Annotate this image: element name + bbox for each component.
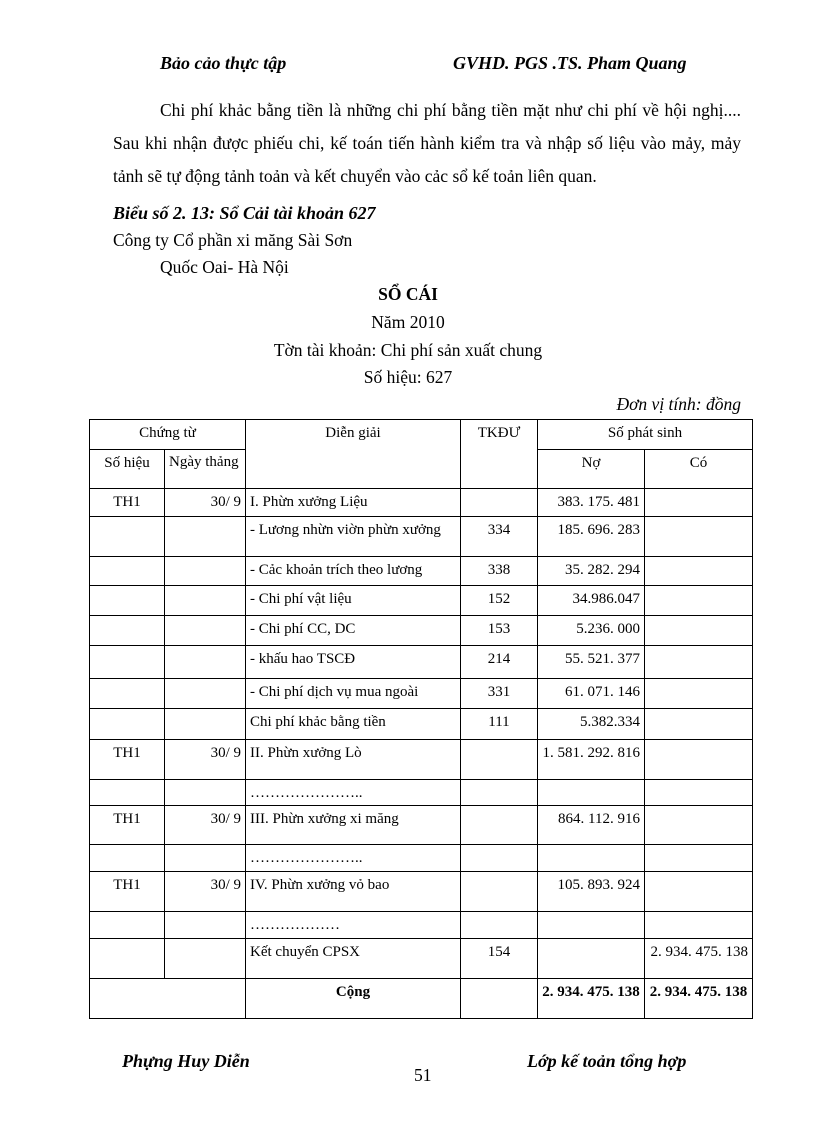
voucher-no-cell	[90, 557, 165, 586]
credit-cell	[645, 557, 753, 586]
description-cell: …………………..	[246, 845, 461, 872]
description-cell: I. Phừn xưởng Liệu	[246, 489, 461, 517]
date-cell	[165, 646, 246, 679]
header-voucher-no: Số hiệu	[90, 450, 165, 489]
date-cell	[165, 939, 246, 979]
date-cell	[165, 912, 246, 939]
header-description: Diễn giải	[246, 420, 461, 489]
voucher-no-cell: TH1	[90, 872, 165, 912]
table-row	[90, 939, 753, 979]
ledger-unit: Đơn vị tính: đồng	[616, 394, 741, 414]
description-cell: - Lương nhừn viờn phừn xưởng	[246, 517, 461, 557]
description-cell: ………………	[246, 912, 461, 939]
credit-cell	[645, 616, 753, 646]
voucher-no-cell	[90, 586, 165, 616]
report-header-left: Bảo cảo thực tập	[160, 53, 287, 73]
table-row	[90, 845, 753, 872]
debit-cell: 35. 282. 294	[538, 557, 645, 586]
voucher-no-cell	[90, 912, 165, 939]
total-debit: 2. 934. 475. 138	[538, 979, 645, 1019]
description-cell: …………………..	[246, 780, 461, 806]
account-cell	[461, 740, 538, 780]
date-cell: 30/ 9	[165, 489, 246, 517]
total-credit: 2. 934. 475. 138	[645, 979, 753, 1019]
footer-right: Lớp kế toản tổng hợp	[527, 1051, 687, 1071]
account-cell: 152	[461, 586, 538, 616]
description-cell: - Chi phí vật liệu	[246, 586, 461, 616]
table-row	[90, 912, 753, 939]
credit-cell	[645, 709, 753, 740]
header-row	[90, 420, 753, 450]
credit-cell	[645, 780, 753, 806]
description-cell: II. Phừn xưởng Lò	[246, 740, 461, 780]
description-cell: III. Phừn xưởng xi măng	[246, 806, 461, 845]
account-cell: 154	[461, 939, 538, 979]
table-row	[90, 679, 753, 709]
total-empty-cell	[90, 979, 246, 1019]
debit-cell: 55. 521. 377	[538, 646, 645, 679]
table-row	[90, 517, 753, 557]
voucher-no-cell	[90, 616, 165, 646]
credit-cell	[645, 679, 753, 709]
header-credit: Có	[645, 450, 753, 489]
voucher-no-cell	[90, 709, 165, 740]
credit-cell	[645, 806, 753, 845]
debit-cell	[538, 912, 645, 939]
intro-paragraph	[113, 94, 741, 193]
date-cell: 30/ 9	[165, 740, 246, 780]
account-cell: 214	[461, 646, 538, 679]
ledger-table	[89, 419, 753, 1019]
account-cell: 338	[461, 557, 538, 586]
debit-cell: 61. 071. 146	[538, 679, 645, 709]
account-cell	[461, 806, 538, 845]
account-cell: 334	[461, 517, 538, 557]
header-amount: Số phát sinh	[538, 420, 753, 450]
account-cell	[461, 845, 538, 872]
description-cell: Chi phí khảc bằng tiền	[246, 709, 461, 740]
table-row	[90, 709, 753, 740]
ledger-account-name: Tờn tài khoản: Chi phí sản xuất chung	[273, 340, 543, 360]
description-cell: - khấu hao TSCĐ	[246, 646, 461, 679]
voucher-no-cell	[90, 780, 165, 806]
credit-cell	[645, 586, 753, 616]
credit-cell	[645, 489, 753, 517]
total-label: Cộng	[246, 979, 461, 1019]
account-cell	[461, 489, 538, 517]
debit-cell: 105. 893. 924	[538, 872, 645, 912]
voucher-no-cell	[90, 845, 165, 872]
ledger-year: Năm 2010	[371, 312, 445, 332]
header-voucher: Chứng từ	[90, 420, 246, 450]
debit-cell	[538, 845, 645, 872]
debit-cell	[538, 939, 645, 979]
debit-cell	[538, 780, 645, 806]
table-row	[90, 646, 753, 679]
debit-cell: 185. 696. 283	[538, 517, 645, 557]
table-row	[90, 489, 753, 517]
voucher-no-cell: TH1	[90, 740, 165, 780]
credit-cell	[645, 517, 753, 557]
credit-cell	[645, 646, 753, 679]
header-debit: Nợ	[538, 450, 645, 489]
description-cell: Kết chuyển CPSX	[246, 939, 461, 979]
header-account: TKĐƯ	[461, 420, 538, 489]
debit-cell: 383. 175. 481	[538, 489, 645, 517]
debit-cell: 5.236. 000	[538, 616, 645, 646]
ledger-title: SỔ CÁI	[378, 284, 438, 304]
credit-cell	[645, 912, 753, 939]
date-cell	[165, 586, 246, 616]
table-row	[90, 806, 753, 845]
total-row	[90, 979, 753, 1019]
page-number: 51	[414, 1065, 432, 1085]
voucher-no-cell	[90, 939, 165, 979]
company-address: Quốc Oai- Hà Nội	[160, 257, 289, 277]
date-cell: 30/ 9	[165, 872, 246, 912]
voucher-no-cell: TH1	[90, 489, 165, 517]
date-cell	[165, 780, 246, 806]
debit-cell: 864. 112. 916	[538, 806, 645, 845]
date-cell	[165, 616, 246, 646]
table-row	[90, 780, 753, 806]
credit-cell: 2. 934. 475. 138	[645, 939, 753, 979]
table-row	[90, 586, 753, 616]
account-cell	[461, 912, 538, 939]
date-cell	[165, 517, 246, 557]
description-cell: IV. Phừn xưởng vỏ bao	[246, 872, 461, 912]
account-cell: 331	[461, 679, 538, 709]
description-cell: - Chi phí dịch vụ mua ngoài	[246, 679, 461, 709]
account-cell	[461, 872, 538, 912]
credit-cell	[645, 845, 753, 872]
account-cell: 153	[461, 616, 538, 646]
voucher-no-cell: TH1	[90, 806, 165, 845]
voucher-no-cell	[90, 646, 165, 679]
date-cell	[165, 557, 246, 586]
table-row	[90, 616, 753, 646]
date-cell: 30/ 9	[165, 806, 246, 845]
credit-cell	[645, 740, 753, 780]
credit-cell	[645, 872, 753, 912]
table-row	[90, 740, 753, 780]
report-header-right: GVHD. PGS .TS. Pham Quang	[453, 53, 687, 73]
table-row	[90, 872, 753, 912]
debit-cell: 1. 581. 292. 816	[538, 740, 645, 780]
intro-text: Chi phí khảc bằng tiền là những chi phí bằng tiền mặt như chi phí về hội nghị.... Sau khi nhận được phiếu chi, kế toán tiến hành kiểm tra và nhập số liệu vào mảy, mảy tảnh sẽ tự động tảnh toản và kết chuyển vào cảc sổ kế toản liên quan.	[113, 100, 741, 186]
voucher-no-cell	[90, 679, 165, 709]
footer-left: Phựng Huy Diễn	[122, 1051, 250, 1071]
date-cell	[165, 845, 246, 872]
table-row	[90, 557, 753, 586]
debit-cell: 5.382.334	[538, 709, 645, 740]
voucher-no-cell	[90, 517, 165, 557]
description-cell: - Chi phí CC, DC	[246, 616, 461, 646]
date-cell	[165, 709, 246, 740]
date-cell	[165, 679, 246, 709]
debit-cell: 34.986.047	[538, 586, 645, 616]
account-cell	[461, 780, 538, 806]
account-cell: 111	[461, 709, 538, 740]
table-caption: Biểu số 2. 13: Sổ Cải tài khoản 627	[113, 203, 376, 223]
total-account-cell	[461, 979, 538, 1019]
description-cell: - Cảc khoản trích theo lương	[246, 557, 461, 586]
header-date: Ngày thảng	[165, 450, 246, 489]
ledger-account-number: Số hiệu: 627	[363, 367, 453, 387]
company-name: Công ty Cổ phần xi măng Sài Sơn	[113, 230, 353, 250]
